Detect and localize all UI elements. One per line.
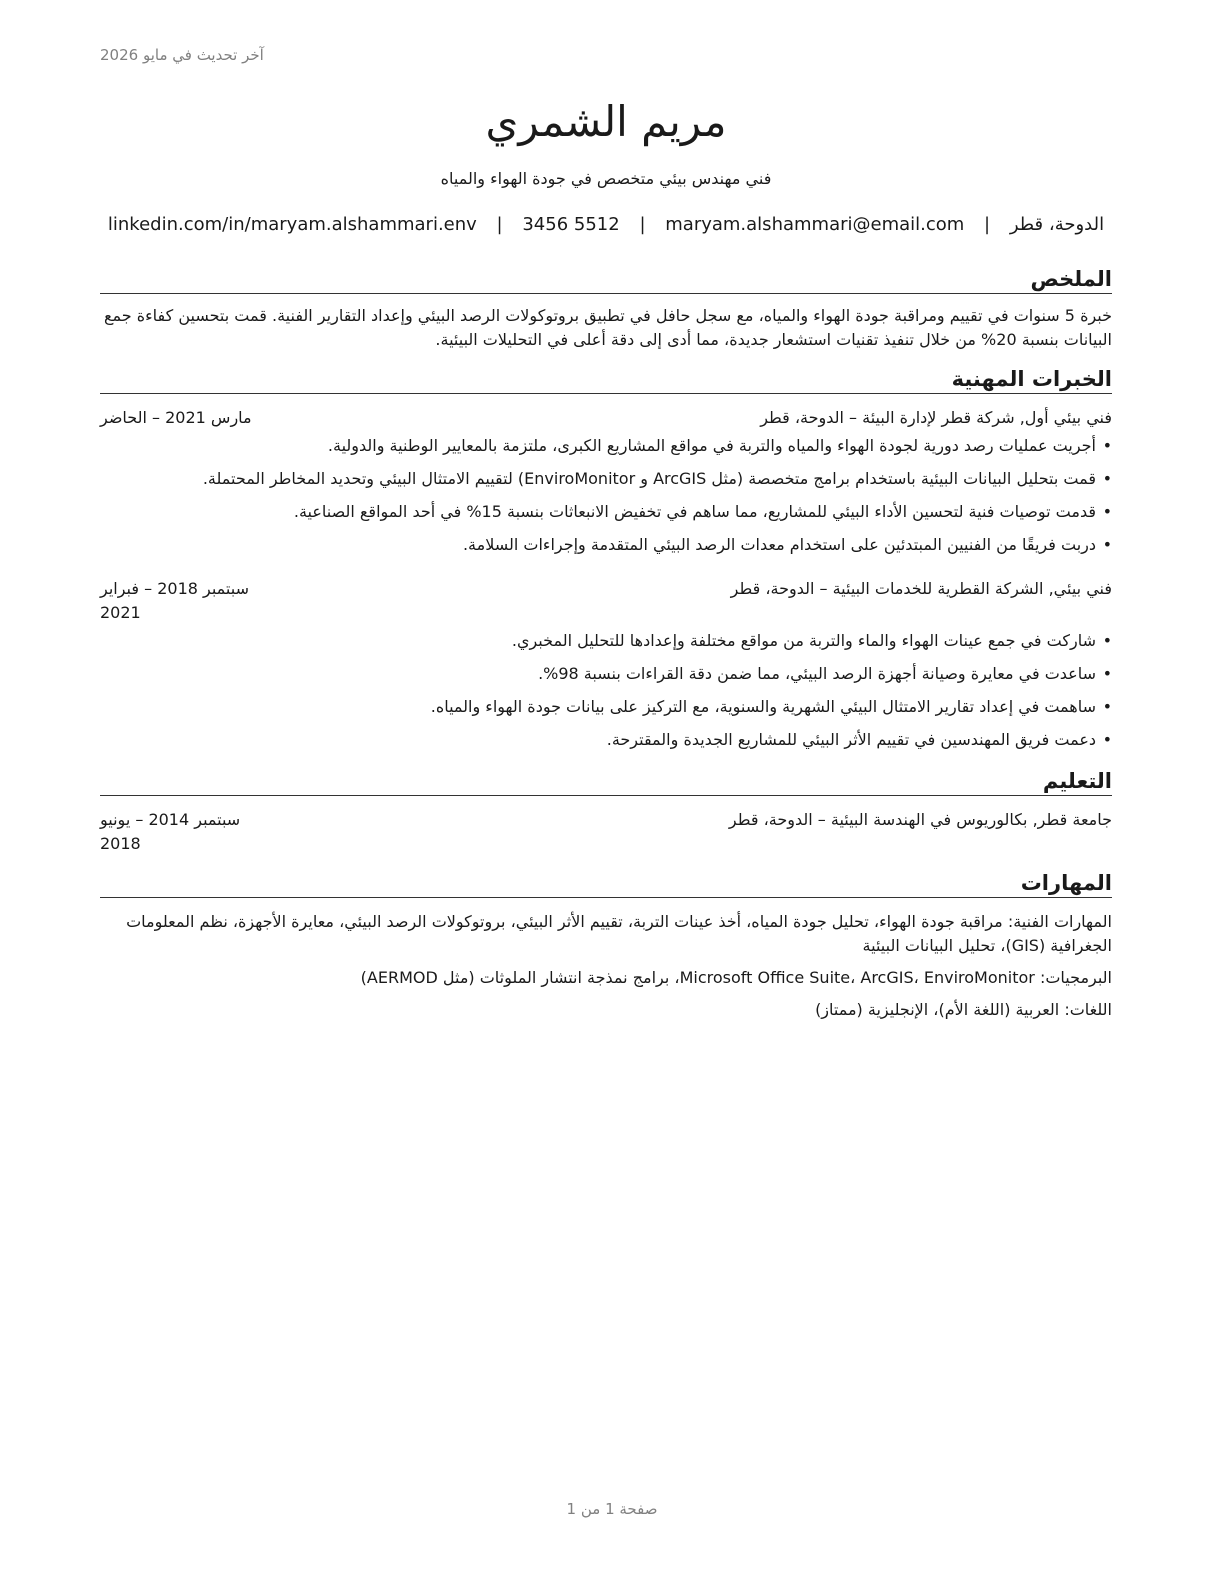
job-bullet: • ساعدت في معايرة وصيانة أجهزة الرصد البيئي، مما ضمن دقة القراءات بنسبة 98%. — [100, 662, 1112, 686]
candidate-name: مريم الشمري — [485, 97, 727, 146]
page-number: صفحة 1 من 1 — [566, 1500, 658, 1518]
education-heading: جامعة قطر, بكالوريوس في الهندسة البيئية – الدوحة، قطر — [728, 810, 1112, 829]
section-title-education: التعليم — [100, 768, 1112, 796]
job-bullet: • دعمت فريق المهندسين في تقييم الأثر البيئي للمشاريع الجديدة والمقترحة. — [100, 728, 1112, 752]
last-updated-note: آخر تحديث في مايو 2026 — [100, 46, 264, 64]
summary-section — [100, 266, 1112, 352]
contact-location: الدوحة، قطر — [1009, 214, 1105, 235]
job-header — [100, 577, 1112, 625]
section-title-summary: الملخص — [100, 266, 1112, 294]
contact-linkedin[interactable]: linkedin.com/in/maryam.alshammari.env — [107, 214, 477, 235]
job-bullet: • شاركت في جمع عينات الهواء والماء والتربة من مواقع مختلفة وإعدادها للتحليل المخبري. — [100, 629, 1112, 653]
job-bullets — [100, 629, 1112, 752]
job-dates-text: مارس 2021 – الحاضر — [100, 408, 252, 427]
contact-phone[interactable]: 3456 5512 — [522, 214, 620, 235]
contact-separator: | — [639, 214, 646, 235]
job-bullet: • دربت فريقًا من الفنيين المبتدئين على استخدام معدات الرصد البيئي المتقدمة وإجراءات السلامة. — [100, 533, 1112, 557]
resume-content — [100, 92, 1112, 1022]
job-bullet: • أجريت عمليات رصد دورية لجودة الهواء والمياه والتربة في مواقع المشاريع الكبرى، ملتزمة بالمعايير الوطنية والدولية. — [100, 434, 1112, 458]
contact-email[interactable]: maryam.alshammari@email.com — [665, 214, 965, 235]
job-heading: فني بيئي أول, شركة قطر لإدارة البيئة – الدوحة، قطر — [760, 408, 1112, 427]
skills-software: البرمجيات: Microsoft Office Suite، ArcGIS، EnviroMonitor، برامج نمذجة انتشار الملوثات (مثل AERMOD) — [360, 968, 1112, 987]
education-dates — [100, 808, 272, 856]
summary-text: خبرة 5 سنوات في تقييم ومراقبة جودة الهواء والمياه، مع سجل حافل في تطبيق بروتوكولات الرصد البيئي وإعداد التقارير الفنية. قمت بتحسين كفاءة جمع البيانات بنسبة 20% من خلال تنفيذ تقنيات استشعار جديدة، مما أدى إلى دقة أعلى في التحليلات البيئية. — [104, 306, 1112, 349]
skills-technical: المهارات الفنية: مراقبة جودة الهواء، تحليل جودة المياه، أخذ عينات التربة، تقييم الأثر البيئي، بروتوكولات الرصد البيئي، معايرة الأجهزة، نظم المعلومات الجغرافية (GIS)، تحليل البيانات البيئية — [126, 912, 1112, 955]
job-bullet: • قمت بتحليل البيانات البيئية باستخدام برامج متخصصة (مثل ArcGIS و EnviroMonitor) لتقييم الامتثال البيئي وتحديد المخاطر المحتملة. — [100, 467, 1112, 491]
job-entry — [100, 406, 1112, 557]
candidate-title: فني مهندس بيئي متخصص في جودة الهواء والمياه — [440, 169, 772, 188]
job-dates-text: سبتمبر 2018 – فبراير 2021 — [100, 579, 249, 622]
section-title-skills: المهارات — [100, 870, 1112, 898]
job-bullets — [100, 434, 1112, 557]
job-bullet: • ساهمت في إعداد تقارير الامتثال البيئي الشهرية والسنوية، مع التركيز على بيانات جودة الهواء والمياه. — [100, 695, 1112, 719]
job-header — [100, 406, 1112, 430]
job-dates — [100, 406, 272, 430]
job-bullet: • قدمت توصيات فنية لتحسين الأداء البيئي للمشاريع، مما ساهم في تخفيض الانبعاثات بنسبة 15% في أحد المواقع الصناعية. — [100, 500, 1112, 524]
contact-separator: | — [984, 214, 991, 235]
skills-languages: اللغات: العربية (اللغة الأم)، الإنجليزية (ممتاز) — [815, 1000, 1112, 1019]
section-title-experience: الخبرات المهنية — [100, 366, 1112, 394]
contact-line — [100, 212, 1112, 238]
job-entry — [100, 577, 1112, 752]
experience-section — [100, 366, 1112, 752]
job-dates — [100, 577, 272, 625]
education-section — [100, 768, 1112, 856]
skills-section — [100, 870, 1112, 1022]
education-dates-text: سبتمبر 2014 – يونيو 2018 — [100, 810, 241, 853]
education-header — [100, 808, 1112, 856]
contact-separator: | — [496, 214, 503, 235]
job-heading: فني بيئي, الشركة القطرية للخدمات البيئية – الدوحة، قطر — [730, 579, 1112, 598]
